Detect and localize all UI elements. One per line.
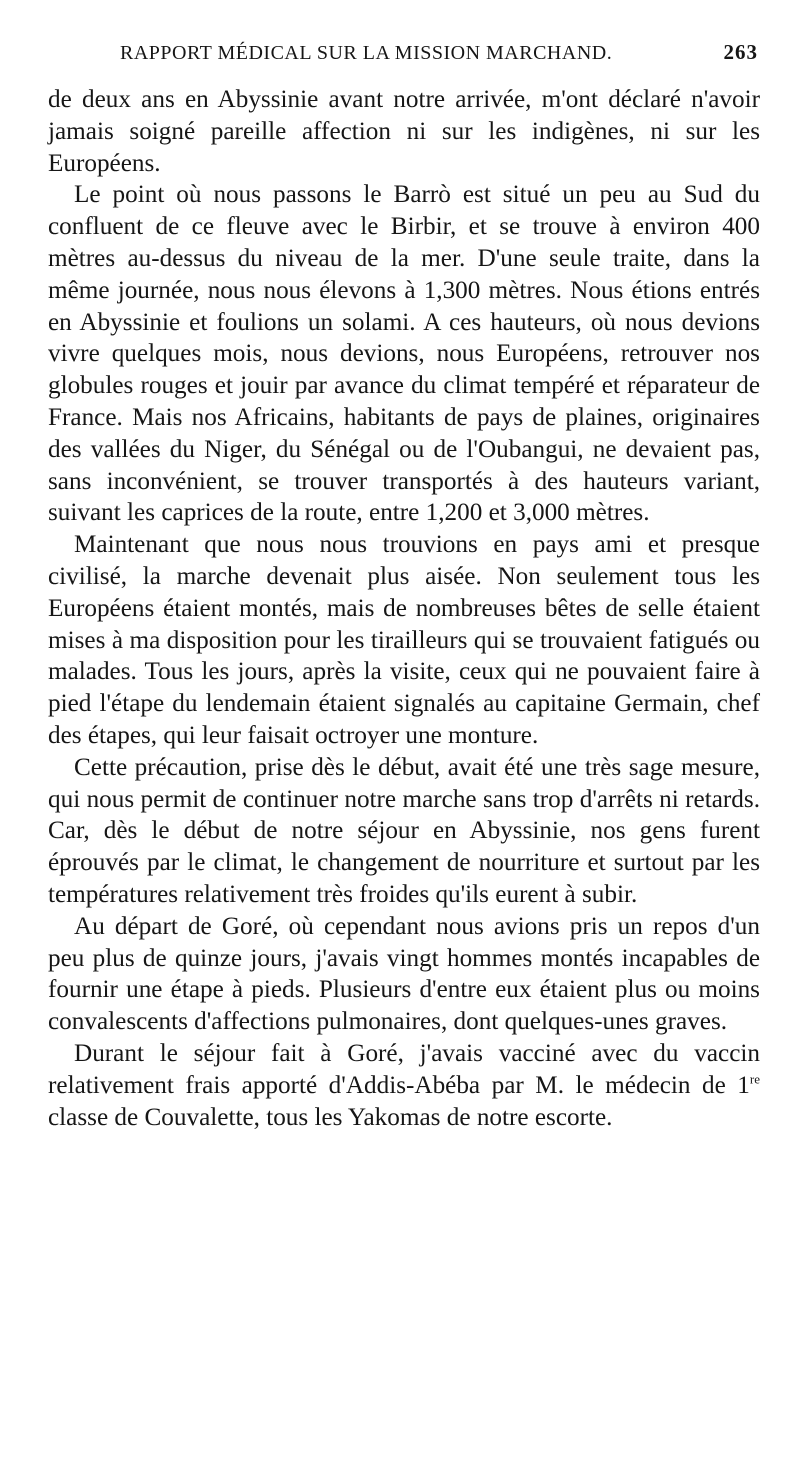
paragraph-2: Le point où nous passons le Barrò est situé un peu au Sud du confluent de ce fleuve avec le Birbir, et se trouve à environ 400 mètres au-dessus du niveau de la mer. D'une seule traite, dans la même journée, nous nous élevons à 1,300 mètres. Nous étions entrés en Abyssinie et foulions un solami. A ces hauteurs, où nous devions vivre quelques mois, nous devions, nous Européens, retrouver nos globules rouges et jouir par avance du climat tempéré et réparateur de France. Mais nos Africains, habitants de pays de plaines, originaires des vallées du Niger, du Sénégal ou de l'Oubangui, ne devaient pas, sans inconvénient, se trouver transportés à des hauteurs variant, suivant les caprices de la route, entre 1,200 et 3,000 mètres. [48,181,760,527]
paragraph-4: Cette précaution, prise dès le début, avait été une très sage mesure, qui nous permit de continuer notre marche sans trop d'arrêts ni retards. Car, dès le début de notre séjour en Abyssinie, nos gens furent éprouvés par le climat, le changement de nourriture et surtout par les températures relativement très froides qu'ils eurent à subir. [48,753,760,908]
paragraph-6 [48,1038,760,1133]
paragraph-5: Au départ de Goré, où cependant nous avions pris un repos d'un peu plus de quinze jours, j'avais vingt hommes montés incapables de fournir une étape à pieds. Plusieurs d'entre eux étaient plus ou moins convalescents d'affections pulmonaires, dont quelques-unes graves. [48,912,760,1036]
book-page [48,40,760,1430]
paragraph-6-superscript: re [749,1071,760,1087]
paragraph-1: de deux ans en Abyssinie avant notre arrivée, m'ont déclaré n'avoir jamais soigné pareille affection ni sur les indigènes, ni sur les Européens. [48,86,760,177]
page-header [48,40,760,80]
running-title: RAPPORT MÉDICAL SUR LA MISSION MARCHAND. [120,42,613,64]
body-text [48,84,760,1133]
page-number: 263 [723,40,758,64]
paragraph-6-text-b: classe de Couvalette, tous les Yakomas de notre escorte. [48,1103,613,1131]
paragraph-3: Maintenant que nous nous trouvions en pays ami et presque civilisé, la marche devenait plus aisée. Non seulement tous les Européens étaient montés, mais de nombreuses bêtes de selle étaient mises à ma disposition pour les tirailleurs qui se trouvaient fatigués ou malades. Tous les jours, après la visite, ceux qui ne pouvaient faire à pied l'étape du lendemain étaient signalés au capitaine Germain, chef des étapes, qui leur faisait octroyer une monture. [48,531,760,749]
paragraph-6-text-a: Durant le séjour fait à Goré, j'avais vacciné avec du vaccin relativement frais apporté d'Addis-Abéba par M. le médecin de 1 [48,1039,760,1099]
